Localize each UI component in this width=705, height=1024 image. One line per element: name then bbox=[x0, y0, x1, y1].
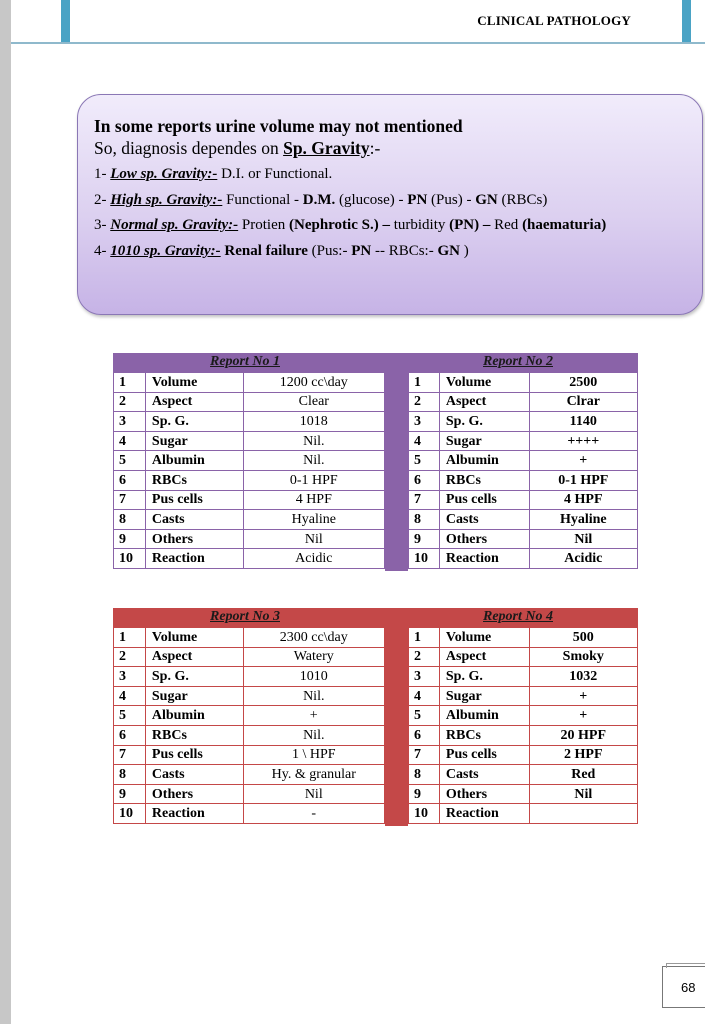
row-value: - bbox=[243, 804, 384, 824]
table-row bbox=[409, 706, 638, 726]
page-number: 68 bbox=[681, 980, 696, 995]
table-row bbox=[409, 804, 638, 824]
table-row bbox=[114, 745, 385, 765]
row-label: Pus cells bbox=[439, 745, 529, 765]
row-number: 5 bbox=[409, 451, 440, 471]
table-row bbox=[114, 470, 385, 490]
row-label: Casts bbox=[439, 765, 529, 785]
running-header: CLINICAL PATHOLOGY bbox=[477, 13, 631, 28]
row-number: 1 bbox=[114, 628, 146, 648]
row-value: 0-1 HPF bbox=[243, 470, 384, 490]
row-number: 7 bbox=[114, 745, 146, 765]
table-row bbox=[114, 373, 385, 393]
row-label: Volume bbox=[145, 373, 243, 393]
report-2-table bbox=[408, 372, 638, 569]
callout-subheading: So, diagnosis dependes on Sp. Gravity:- bbox=[94, 138, 381, 158]
header-accent-left bbox=[61, 0, 70, 44]
row-label: Sp. G. bbox=[145, 412, 243, 432]
table-row bbox=[409, 784, 638, 804]
row-number: 6 bbox=[114, 470, 146, 490]
row-value: 1140 bbox=[529, 412, 637, 432]
table-row bbox=[409, 745, 638, 765]
row-value: Nil bbox=[529, 784, 637, 804]
row-number: 3 bbox=[114, 412, 146, 432]
row-label: Aspect bbox=[439, 647, 529, 667]
row-label: Sugar bbox=[439, 686, 529, 706]
table-row bbox=[409, 451, 638, 471]
row-value: 1200 cc\day bbox=[243, 373, 384, 393]
report-separator bbox=[385, 608, 408, 826]
row-value bbox=[529, 804, 637, 824]
row-number: 1 bbox=[409, 373, 440, 393]
row-value: 500 bbox=[529, 628, 637, 648]
row-label: Volume bbox=[439, 628, 529, 648]
table-row bbox=[114, 392, 385, 412]
table-row bbox=[114, 529, 385, 549]
row-number: 5 bbox=[114, 706, 146, 726]
left-margin-strip bbox=[0, 0, 11, 1024]
row-label: Others bbox=[439, 529, 529, 549]
row-label: Sp. G. bbox=[439, 667, 529, 687]
row-value: + bbox=[243, 706, 384, 726]
row-value: Hyaline bbox=[529, 510, 637, 530]
row-value: 2300 cc\day bbox=[243, 628, 384, 648]
row-label: Pus cells bbox=[145, 490, 243, 510]
table-row bbox=[114, 647, 385, 667]
row-label: Albumin bbox=[439, 451, 529, 471]
row-label: Aspect bbox=[145, 392, 243, 412]
row-number: 6 bbox=[409, 725, 440, 745]
row-number: 9 bbox=[114, 529, 146, 549]
row-label: Others bbox=[145, 784, 243, 804]
row-label: Sp. G. bbox=[145, 667, 243, 687]
report-pair-3-4 bbox=[113, 608, 638, 826]
row-value: Watery bbox=[243, 647, 384, 667]
report-4-table bbox=[408, 627, 638, 824]
row-number: 7 bbox=[114, 490, 146, 510]
row-label: Sugar bbox=[439, 431, 529, 451]
row-number: 8 bbox=[409, 510, 440, 530]
table-row bbox=[409, 412, 638, 432]
table-row bbox=[114, 765, 385, 785]
table-row bbox=[409, 373, 638, 393]
row-number: 2 bbox=[114, 392, 146, 412]
table-row bbox=[114, 451, 385, 471]
table-row bbox=[409, 725, 638, 745]
row-label: Pus cells bbox=[145, 745, 243, 765]
report-4-title: Report No 4 bbox=[483, 609, 553, 624]
row-value: Smoky bbox=[529, 647, 637, 667]
row-label: RBCs bbox=[145, 725, 243, 745]
row-value: 2500 bbox=[529, 373, 637, 393]
row-number: 8 bbox=[114, 765, 146, 785]
header-rule bbox=[11, 42, 705, 44]
table-row bbox=[114, 686, 385, 706]
row-label: Reaction bbox=[145, 549, 243, 569]
row-value: Nil bbox=[529, 529, 637, 549]
table-row bbox=[409, 529, 638, 549]
table-row bbox=[114, 490, 385, 510]
row-label: RBCs bbox=[439, 470, 529, 490]
row-value: Clear bbox=[243, 392, 384, 412]
row-label: Casts bbox=[145, 765, 243, 785]
row-label: Albumin bbox=[145, 706, 243, 726]
row-number: 5 bbox=[114, 451, 146, 471]
report-1-table bbox=[113, 372, 385, 569]
row-number: 4 bbox=[409, 686, 440, 706]
row-value: 4 HPF bbox=[243, 490, 384, 510]
table-row bbox=[114, 706, 385, 726]
row-label: RBCs bbox=[439, 725, 529, 745]
row-number: 5 bbox=[409, 706, 440, 726]
row-number: 1 bbox=[409, 628, 440, 648]
row-number: 4 bbox=[409, 431, 440, 451]
row-value: 4 HPF bbox=[529, 490, 637, 510]
table-row bbox=[114, 412, 385, 432]
row-value: Hyaline bbox=[243, 510, 384, 530]
row-number: 2 bbox=[114, 647, 146, 667]
report-separator bbox=[385, 353, 408, 571]
page-number-box bbox=[662, 966, 705, 1008]
table-row bbox=[409, 470, 638, 490]
report-3-title: Report No 3 bbox=[210, 609, 280, 624]
row-number: 10 bbox=[114, 549, 146, 569]
row-value: Nil bbox=[243, 529, 384, 549]
report-header-bar bbox=[113, 608, 638, 628]
report-pair-1-2 bbox=[113, 353, 638, 571]
row-value: 1010 bbox=[243, 667, 384, 687]
row-value: Hy. & granular bbox=[243, 765, 384, 785]
table-row bbox=[114, 667, 385, 687]
table-row bbox=[409, 392, 638, 412]
row-label: Others bbox=[439, 784, 529, 804]
table-row bbox=[114, 510, 385, 530]
row-label: Others bbox=[145, 529, 243, 549]
row-label: Reaction bbox=[439, 549, 529, 569]
row-number: 9 bbox=[409, 529, 440, 549]
row-label: Reaction bbox=[145, 804, 243, 824]
row-value: Clrar bbox=[529, 392, 637, 412]
row-number: 4 bbox=[114, 686, 146, 706]
row-number: 8 bbox=[409, 765, 440, 785]
callout-item-normal: 3- Normal sp. Gravity:- Protien (Nephrotic S.) – turbidity (PN) – Red (haematuria) bbox=[94, 217, 607, 233]
row-number: 3 bbox=[409, 667, 440, 687]
row-number: 6 bbox=[114, 725, 146, 745]
row-value: + bbox=[529, 706, 637, 726]
row-value: 1032 bbox=[529, 667, 637, 687]
row-value: Nil. bbox=[243, 725, 384, 745]
row-label: Albumin bbox=[145, 451, 243, 471]
row-value: 1018 bbox=[243, 412, 384, 432]
report-header-bar bbox=[113, 353, 638, 373]
table-row bbox=[409, 647, 638, 667]
row-value: Nil bbox=[243, 784, 384, 804]
table-row bbox=[114, 725, 385, 745]
row-label: Volume bbox=[439, 373, 529, 393]
row-label: Aspect bbox=[145, 647, 243, 667]
row-value: Acidic bbox=[243, 549, 384, 569]
table-row bbox=[114, 784, 385, 804]
table-row bbox=[409, 686, 638, 706]
table-row bbox=[409, 549, 638, 569]
row-value: 1 \ HPF bbox=[243, 745, 384, 765]
report-2-title: Report No 2 bbox=[483, 354, 553, 369]
row-label: Aspect bbox=[439, 392, 529, 412]
row-value: Red bbox=[529, 765, 637, 785]
row-value: + bbox=[529, 451, 637, 471]
report-3-table bbox=[113, 627, 385, 824]
row-number: 3 bbox=[114, 667, 146, 687]
row-label: Casts bbox=[439, 510, 529, 530]
row-label: Casts bbox=[145, 510, 243, 530]
row-label: RBCs bbox=[145, 470, 243, 490]
table-row bbox=[409, 667, 638, 687]
table-row bbox=[409, 490, 638, 510]
header-accent-right bbox=[682, 0, 691, 44]
row-label: Sp. G. bbox=[439, 412, 529, 432]
table-row bbox=[114, 804, 385, 824]
table-row bbox=[114, 431, 385, 451]
row-label: Volume bbox=[145, 628, 243, 648]
row-number: 10 bbox=[409, 549, 440, 569]
row-value: + bbox=[529, 686, 637, 706]
row-number: 2 bbox=[409, 647, 440, 667]
row-number: 10 bbox=[114, 804, 146, 824]
callout-item-high: 2- High sp. Gravity:- Functional - D.M. (glucose) - PN (Pus) - GN (RBCs) bbox=[94, 192, 548, 208]
callout-item-1010: 4- 1010 sp. Gravity:- Renal failure (Pus:- PN -- RBCs:- GN ) bbox=[94, 243, 469, 259]
row-number: 9 bbox=[114, 784, 146, 804]
row-value: 0-1 HPF bbox=[529, 470, 637, 490]
row-label: Sugar bbox=[145, 686, 243, 706]
table-row bbox=[409, 765, 638, 785]
callout-item-low: 1- Low sp. Gravity:- D.I. or Functional. bbox=[94, 166, 333, 182]
row-label: Albumin bbox=[439, 706, 529, 726]
row-value: 2 HPF bbox=[529, 745, 637, 765]
row-number: 1 bbox=[114, 373, 146, 393]
table-row bbox=[409, 628, 638, 648]
row-number: 2 bbox=[409, 392, 440, 412]
table-row bbox=[409, 431, 638, 451]
row-number: 7 bbox=[409, 490, 440, 510]
callout-heading: In some reports urine volume may not mentioned bbox=[94, 116, 463, 136]
row-number: 4 bbox=[114, 431, 146, 451]
row-value: Nil. bbox=[243, 686, 384, 706]
row-value: ++++ bbox=[529, 431, 637, 451]
table-row bbox=[409, 510, 638, 530]
row-number: 7 bbox=[409, 745, 440, 765]
row-label: Pus cells bbox=[439, 490, 529, 510]
report-1-title: Report No 1 bbox=[210, 354, 280, 369]
row-value: 20 HPF bbox=[529, 725, 637, 745]
row-label: Sugar bbox=[145, 431, 243, 451]
row-value: Nil. bbox=[243, 431, 384, 451]
row-value: Acidic bbox=[529, 549, 637, 569]
row-value: Nil. bbox=[243, 451, 384, 471]
sp-gravity-callout bbox=[77, 94, 703, 315]
row-label: Reaction bbox=[439, 804, 529, 824]
row-number: 9 bbox=[409, 784, 440, 804]
table-row bbox=[114, 549, 385, 569]
row-number: 3 bbox=[409, 412, 440, 432]
row-number: 6 bbox=[409, 470, 440, 490]
table-row bbox=[114, 628, 385, 648]
row-number: 10 bbox=[409, 804, 440, 824]
row-number: 8 bbox=[114, 510, 146, 530]
